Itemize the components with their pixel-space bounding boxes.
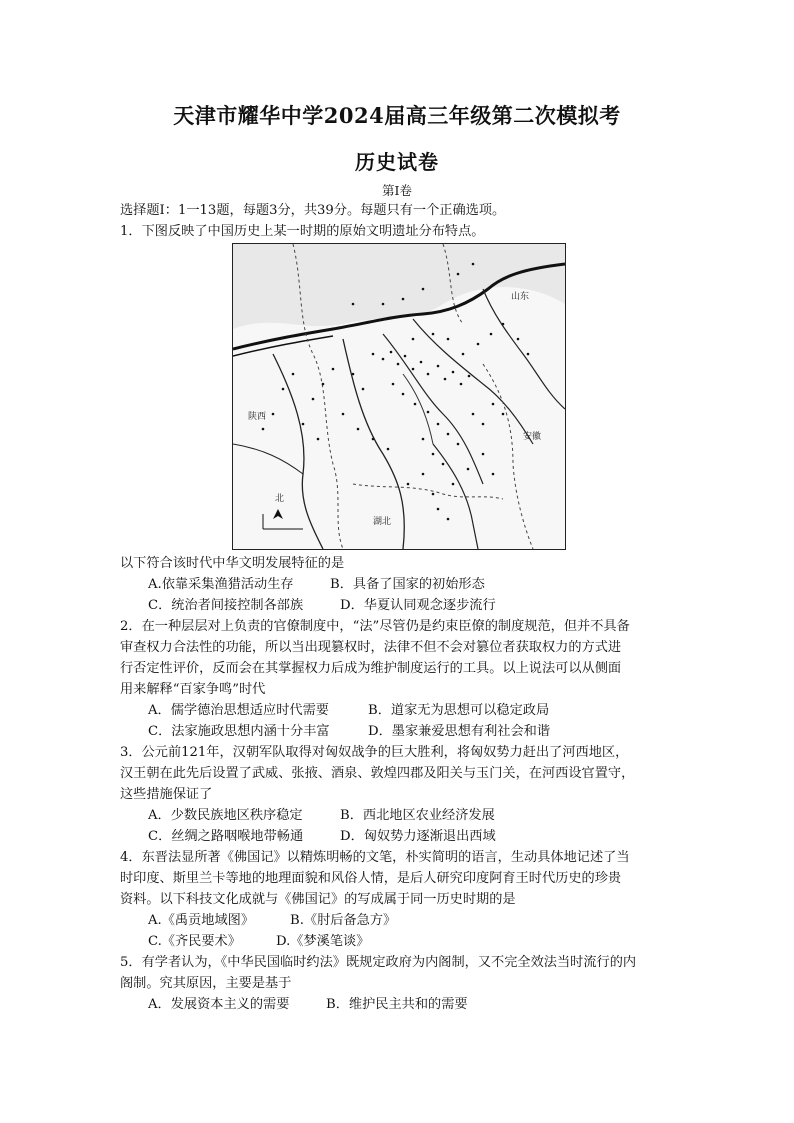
q2-option-c[interactable]: C．法家施政思想内涵十分丰富 — [148, 724, 330, 739]
q3-option-c[interactable]: C．丝绸之路咽喉地带畅通 — [148, 829, 304, 844]
q2-line-1: 2．在一种层层对上负责的官僚制度中，“法”尽管仍是约束臣僚的制度规范，但并不具备 — [120, 619, 630, 634]
exam-title: 天津市耀华中学2024届高三年级第二次模拟考 — [173, 103, 621, 128]
q5-option-a[interactable]: A．发展资本主义的需要 — [148, 997, 290, 1012]
q3-line-2: 汉王朝在此先后设置了武威、张掖、酒泉、敦煌四郡及阳关与玉门关，在河西设官置守， — [120, 766, 635, 781]
q5-line-2: 阁制。究其原因，主要是基于 — [120, 976, 292, 991]
map-label-shaanxi: 陕西 — [248, 412, 267, 422]
q3-option-b[interactable]: B．西北地区农业经济发展 — [340, 808, 495, 823]
q5-line-1: 5．有学者认为，《中华民国临时约法》既规定政府为内阁制，又不完全效法当时流行的内 — [120, 955, 637, 970]
q4-option-c[interactable]: C.《齐民要术》 — [148, 934, 241, 949]
q3-option-d[interactable]: D．匈奴势力逐渐退出西域 — [340, 829, 496, 844]
site-distribution-map — [232, 243, 566, 550]
q2-option-b[interactable]: B．道家无为思想可以稳定政局 — [368, 703, 550, 718]
q1-option-a[interactable]: A.依靠采集渔猎活动生存 — [148, 577, 294, 592]
q2-line-2: 审查权力合法性的功能，所以当出现篡权时，法律不但不会对篡位者获取权力的方式进 — [120, 640, 622, 655]
q2-option-d[interactable]: D．墨家兼爱思想有利社会和谐 — [368, 724, 551, 739]
q4-line-2: 时印度、斯里兰卡等地的地理面貌和风俗人情，是后人研究印度阿育王时代历史的珍贵 — [120, 871, 622, 886]
map-label-hubei: 湖北 — [373, 517, 392, 527]
section-label: 第I卷 — [382, 183, 412, 198]
exam-subtitle: 历史试卷 — [355, 150, 439, 174]
q4-line-1: 4．东晋法显所著《佛国记》以精炼明畅的文笔，朴实简明的语言，生动具体地记述了当 — [120, 850, 630, 865]
q4-option-a[interactable]: A.《禹贡地域图》 — [148, 913, 255, 928]
map-svg — [233, 244, 565, 549]
q3-line-3: 这些措施保证了 — [120, 787, 213, 802]
q4-line-3: 资料。以下科技文化成就与《佛国记》的写成属于同一历史时期的是 — [120, 892, 516, 907]
q2-option-a[interactable]: A．儒学德治思想适应时代需要 — [148, 703, 329, 718]
q2-line-3: 行否定性评价，反而会在其掌握权力后成为维护制度运行的工具。以上说法可以从侧面 — [120, 661, 622, 676]
q2-line-4: 用来解释“百家争鸣”时代 — [120, 682, 266, 697]
q1-option-c[interactable]: C．统治者间接控制各部族 — [148, 598, 304, 613]
q3-option-a[interactable]: A．少数民族地区秩序稳定 — [148, 808, 303, 823]
map-label-shandong: 山东 — [511, 292, 530, 302]
q1-option-d[interactable]: D．华夏认同观念逐步流行 — [340, 598, 496, 613]
map-label-north: 北 — [275, 494, 285, 504]
q1-option-b[interactable]: B．具备了国家的初始形态 — [330, 577, 485, 592]
q3-line-1: 3．公元前121年，汉朝军队取得对匈奴战争的巨大胜利，将匈奴势力赶出了河西地区， — [120, 745, 629, 760]
q4-option-d[interactable]: D.《梦溪笔谈》 — [276, 934, 370, 949]
q5-option-b[interactable]: B．维护民主共和的需要 — [326, 997, 468, 1012]
map-label-anhui: 安徽 — [523, 432, 542, 442]
q4-option-b[interactable]: B.《肘后备急方》 — [290, 913, 397, 928]
instructions: 选择题Ⅰ：1一13题，每题3分，共39分。每题只有一个正确选项。 — [120, 203, 506, 218]
q1-question: 以下符合该时代中华文明发展特征的是 — [120, 556, 345, 571]
q1-stem: 1．下图反映了中国历史上某一时期的原始文明遗址分布特点。 — [120, 224, 485, 239]
